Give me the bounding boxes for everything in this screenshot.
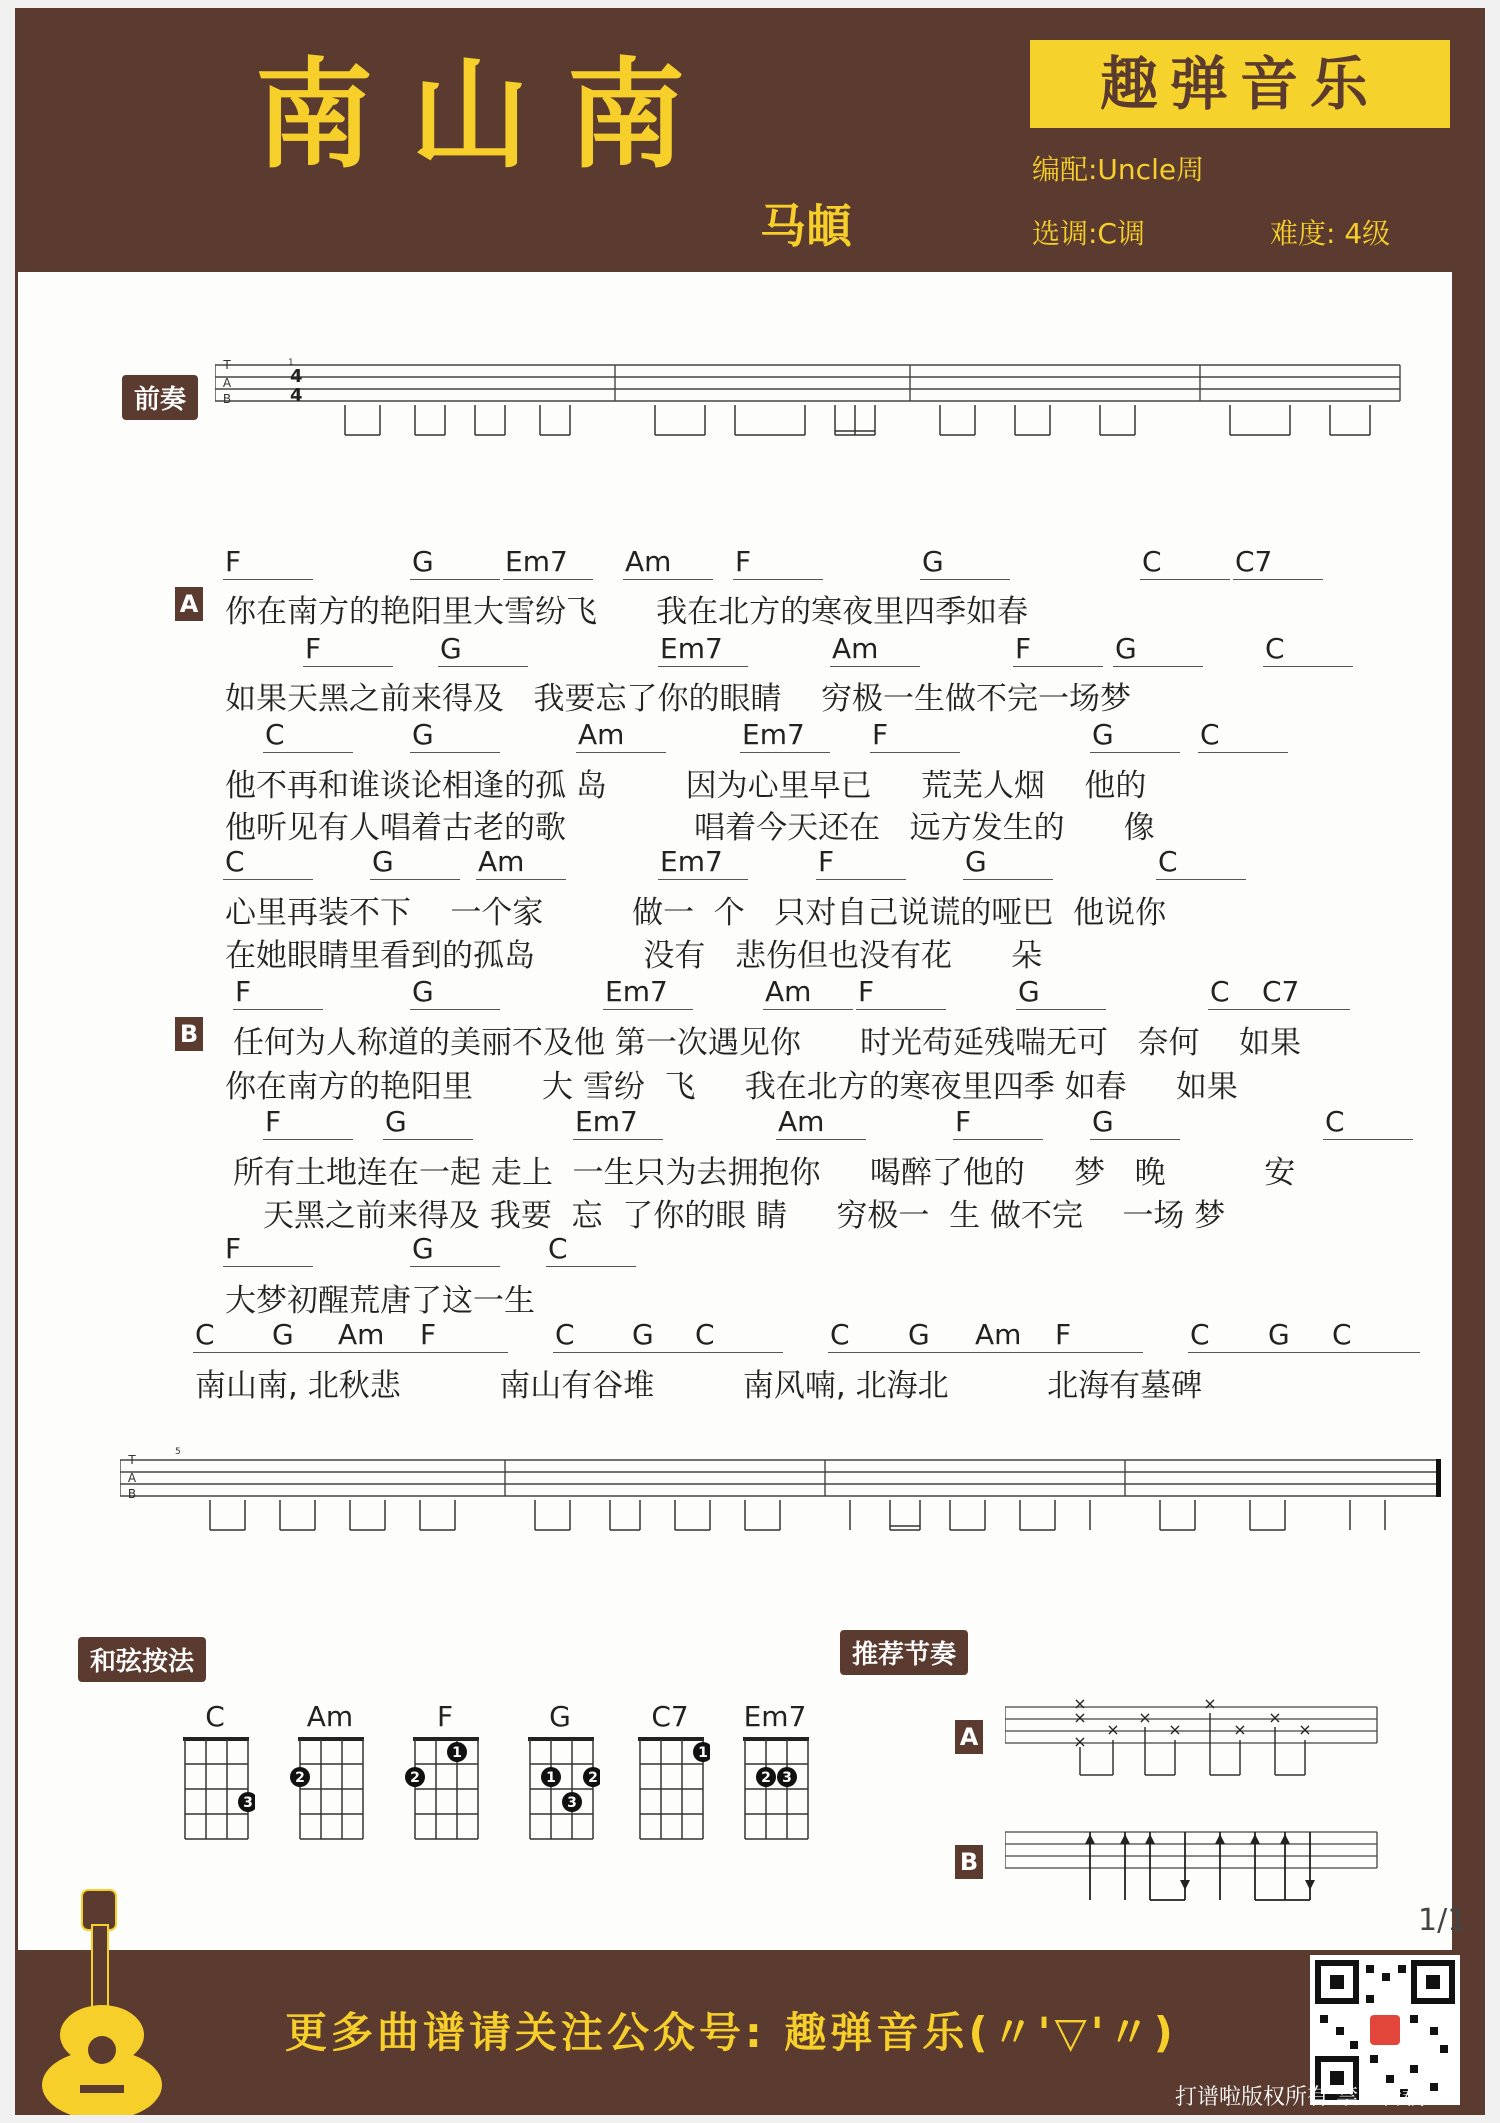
chord-mark: Am (975, 1318, 1022, 1351)
chord-underline (1263, 666, 1353, 667)
rhythm-section-label: 推荐节奏 (840, 1630, 968, 1675)
chord-underline (1140, 579, 1230, 580)
chord-mark: G (385, 1105, 407, 1138)
page-number: 1/1 (1418, 1903, 1467, 1938)
chord-mark: F (872, 718, 889, 751)
arranger: 编配:Uncle周 (1032, 153, 1205, 186)
lyric-line: 大梦初醒荒唐了这一生 (225, 1283, 535, 1319)
chord-underline (263, 1139, 353, 1140)
chord-mark: G (1092, 718, 1114, 751)
chord-mark: G (372, 845, 394, 878)
svg-text:A: A (127, 1471, 137, 1485)
svg-text:×: × (1073, 1695, 1087, 1713)
chord-mark: C (1265, 632, 1285, 665)
chord-mark: G (272, 1318, 294, 1351)
svg-text:×: × (1138, 1708, 1152, 1727)
chord-underline (370, 879, 460, 880)
finger-number: 1 (452, 1745, 462, 1761)
chord-mark: F (235, 975, 252, 1008)
finger-number: 2 (588, 1770, 598, 1786)
svg-text:T: T (223, 358, 231, 372)
chord-underline (263, 752, 353, 753)
chord-underline (1156, 879, 1246, 880)
lyric-line: 在她眼睛里看到的孤岛 没有 悲伤但也没有花 朵 (225, 938, 1043, 974)
chord-underline (658, 666, 748, 667)
chord-underline (1090, 1139, 1180, 1140)
intro-tab-staff (215, 355, 1405, 470)
chord-mark: F (420, 1318, 437, 1351)
difficulty: 难度: 4级 (1270, 217, 1391, 250)
section-a-marker: A (175, 587, 203, 621)
chord-underline (336, 1352, 426, 1353)
finger-number: 3 (782, 1770, 792, 1786)
chord-mark: Em7 (660, 845, 723, 878)
finger-number: 1 (546, 1770, 556, 1786)
svg-text:×: × (1203, 1695, 1217, 1713)
intro-label: 前奏 (122, 375, 198, 420)
section-b-marker: B (175, 1017, 203, 1051)
chord-underline (763, 1009, 853, 1010)
svg-text:×: × (1233, 1720, 1247, 1739)
chord-mark: F (225, 545, 242, 578)
chord-diagram (630, 1700, 710, 1849)
finger-number: 2 (761, 1770, 771, 1786)
chord-underline (920, 579, 1010, 580)
chord-mark: G (908, 1318, 930, 1351)
finger-number: 1 (698, 1745, 708, 1761)
chord-underline (1053, 1352, 1143, 1353)
chord-underline (776, 1139, 866, 1140)
rhythm-pattern-a (1005, 1695, 1385, 1785)
rhythm-b-marker: B (955, 1845, 983, 1879)
finger-number: 3 (243, 1795, 253, 1811)
chord-underline (303, 666, 393, 667)
chord-underline (418, 1352, 508, 1353)
chord-mark: C (1158, 845, 1178, 878)
artist-name: 马頔 (760, 199, 852, 253)
chord-mark: Em7 (505, 545, 568, 578)
svg-text:4: 4 (290, 366, 303, 387)
chord-underline (1013, 666, 1103, 667)
song-title: 南山南 (255, 46, 724, 184)
chord-underline (1016, 1009, 1106, 1010)
svg-text:×: × (1106, 1720, 1120, 1739)
copyright-text: 打谱啦版权所有 禁止转载 (1175, 2085, 1424, 2110)
finger-number: 3 (567, 1795, 577, 1811)
chord-mark: G (1018, 975, 1040, 1008)
lyric-line: 你在南方的艳阳里 大 雪纷 飞 我在北方的寒夜里四季 如春 如果 (225, 1069, 1238, 1105)
chord-mark: F (955, 1105, 972, 1138)
chord-mark: Am (625, 545, 672, 578)
chord-underline (973, 1352, 1063, 1353)
chord-mark: C (1210, 975, 1230, 1008)
chord-underline (963, 879, 1053, 880)
chord-mark: G (1268, 1318, 1290, 1351)
chord-underline (1090, 752, 1180, 753)
chord-mark: C (548, 1232, 568, 1265)
finger-number: 2 (410, 1770, 420, 1786)
chord-underline (576, 752, 666, 753)
chord-mark: F (1015, 632, 1032, 665)
chord-underline (223, 579, 313, 580)
footer-text: 更多曲谱请关注公众号: 趣弹音乐(〃'▽'〃) (285, 2008, 1177, 2057)
chord-diagram (175, 1700, 255, 1849)
lyric-line: 你在南方的艳阳里大雪纷飞 我在北方的寒夜里四季如春 (225, 594, 1029, 630)
chord-diagram (290, 1700, 370, 1849)
chord-underline (233, 1009, 323, 1010)
svg-text:×: × (1298, 1720, 1312, 1739)
lyric-line: 南山南, 北秋悲 南山有谷堆 南风喃, 北海北 北海有墓碑 (195, 1368, 1203, 1404)
chord-mark: G (412, 975, 434, 1008)
chord-mark: G (1115, 632, 1137, 665)
measure-number: 1 (288, 358, 294, 368)
svg-text:B: B (222, 392, 232, 406)
chord-mark: Em7 (742, 718, 805, 751)
svg-text:×: × (1073, 1708, 1087, 1727)
chord-underline (503, 579, 593, 580)
chord-mark: C (195, 1318, 215, 1351)
chord-diagram-name: C7 (651, 1700, 689, 1733)
chord-mark: C (265, 718, 285, 751)
measure-number: 5 (175, 1447, 181, 1457)
chord-underline (870, 752, 960, 753)
svg-text:T: T (128, 1453, 136, 1467)
chord-mark: Em7 (575, 1105, 638, 1138)
chord-underline (573, 1139, 663, 1140)
chord-mark: C (830, 1318, 850, 1351)
chord-underline (953, 1139, 1043, 1140)
chord-underline (816, 879, 906, 880)
chord-mark: Em7 (605, 975, 668, 1008)
lyric-line: 心里再装不下 一个家 做一 个 只对自己说谎的哑巴 他说你 (225, 895, 1167, 931)
chord-mark: Am (832, 632, 879, 665)
chord-diagram-name: Am (306, 1700, 354, 1733)
outro-tab-staff (120, 1440, 1450, 1560)
chord-underline (828, 1352, 918, 1353)
ukulele-icon (30, 1885, 180, 2115)
chord-mark: F (265, 1105, 282, 1138)
chord-mark: C7 (1262, 975, 1300, 1008)
chord-underline (733, 579, 823, 580)
lyric-line: 如果天黑之前来得及 我要忘了你的眼睛 穷极一生做不完一场梦 (225, 681, 1131, 717)
chord-mark: F (225, 1232, 242, 1265)
chord-mark: F (305, 632, 322, 665)
chord-mark: C7 (1235, 545, 1273, 578)
chord-underline (623, 579, 713, 580)
svg-text:×: × (1168, 1720, 1182, 1739)
chord-underline (223, 1266, 313, 1267)
chord-mark: Em7 (660, 632, 723, 665)
chord-mark: G (412, 718, 434, 751)
chord-mark: F (735, 545, 752, 578)
chord-mark: C (1332, 1318, 1352, 1351)
chord-mark: C (1200, 718, 1220, 751)
chord-mark: C (1190, 1318, 1210, 1351)
chord-mark: C (555, 1318, 575, 1351)
svg-text:B: B (127, 1487, 137, 1501)
chord-mark: G (922, 545, 944, 578)
chord-underline (410, 1266, 500, 1267)
chord-section-label: 和弦按法 (78, 1637, 206, 1682)
rhythm-a-marker: A (955, 1720, 983, 1754)
chord-mark: F (1055, 1318, 1072, 1351)
chord-mark: G (440, 632, 462, 665)
svg-text:×: × (1268, 1708, 1282, 1727)
chord-underline (410, 752, 500, 753)
key: 选调:C调 (1032, 217, 1145, 250)
chord-diagram-name: C (205, 1700, 225, 1733)
chord-mark: Am (338, 1318, 385, 1351)
chord-diagram-name: F (436, 1700, 454, 1733)
chord-underline (1323, 1139, 1413, 1140)
chord-diagram-name: G (549, 1700, 571, 1733)
chord-mark: C (225, 845, 245, 878)
chord-underline (383, 1139, 473, 1140)
chord-mark: C (1325, 1105, 1345, 1138)
chord-underline (1260, 1009, 1350, 1010)
chord-diagram (735, 1700, 815, 1849)
lyric-line: 他不再和谁谈论相逢的孤 岛 因为心里早已 荒芜人烟 他的 (225, 768, 1147, 804)
chord-underline (740, 752, 830, 753)
chord-underline (476, 879, 566, 880)
lyric-line: 任何为人称道的美丽不及他 第一次遇见你 时光苟延残喘无可 奈何 如果 (233, 1025, 1301, 1061)
chord-underline (1198, 752, 1288, 753)
chord-underline (438, 666, 528, 667)
chord-diagram (520, 1700, 600, 1849)
chord-diagram (405, 1700, 485, 1849)
chord-mark: G (412, 545, 434, 578)
chord-mark: G (965, 845, 987, 878)
brand-banner: 趣弹音乐 (1030, 40, 1450, 128)
lyric-line: 天黑之前来得及 我要 忘 了你的眼 睛 穷极一 生 做不完 一场 梦 (263, 1198, 1226, 1234)
chord-underline (1330, 1352, 1420, 1353)
chord-underline (1113, 666, 1203, 667)
chord-underline (223, 879, 313, 880)
chord-underline (410, 1009, 500, 1010)
chord-mark: F (858, 975, 875, 1008)
chord-mark: Am (765, 975, 812, 1008)
lyric-line: 他听见有人唱着古老的歌 唱着今天还在 远方发生的 像 (225, 810, 1155, 846)
chord-underline (603, 1009, 693, 1010)
svg-text:×: × (1073, 1732, 1087, 1751)
finger-number: 2 (295, 1770, 305, 1786)
lyric-line: 所有土地连在一起 走上 一生只为去拥抱你 喝醉了他的 梦 晚 安 (233, 1155, 1296, 1191)
chord-underline (546, 1266, 636, 1267)
chord-mark: Am (578, 718, 625, 751)
chord-mark: G (1092, 1105, 1114, 1138)
chord-mark: C (1142, 545, 1162, 578)
chord-mark: F (818, 845, 835, 878)
chord-underline (1233, 579, 1323, 580)
rhythm-pattern-b (1005, 1820, 1385, 1910)
chord-underline (830, 666, 920, 667)
chord-underline (658, 879, 748, 880)
chord-underline (1188, 1352, 1278, 1353)
svg-text:A: A (222, 376, 232, 390)
chord-mark: G (632, 1318, 654, 1351)
chord-mark: Am (778, 1105, 825, 1138)
svg-text:4: 4 (290, 385, 303, 406)
chord-mark: G (412, 1232, 434, 1265)
chord-mark: Am (478, 845, 525, 878)
chord-underline (856, 1009, 946, 1010)
chord-mark: C (695, 1318, 715, 1351)
chord-diagram-name: Em7 (743, 1700, 807, 1733)
chord-underline (693, 1352, 783, 1353)
chord-underline (410, 579, 500, 580)
